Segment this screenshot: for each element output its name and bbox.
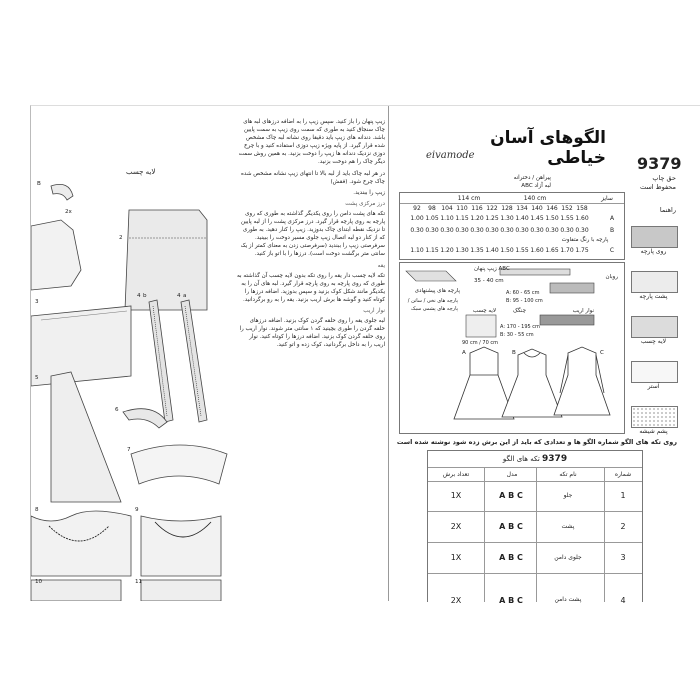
size-92: 92 <box>413 205 421 212</box>
step-4b-sub: b <box>143 293 147 299</box>
view-label-c: C <box>600 350 604 356</box>
piece-model: A B C <box>499 553 523 562</box>
size-table <box>399 192 625 260</box>
legend-label-lining: آستر <box>647 383 660 390</box>
size-table-row-c <box>410 247 624 255</box>
instruction-heading-collar: یقه <box>377 262 385 269</box>
size-122: 122 <box>486 205 498 212</box>
row-c-value: 1.75 <box>575 247 589 254</box>
row-c-value: 1.40 <box>485 247 499 254</box>
width-label-140: 140 cm <box>523 195 547 202</box>
row-a-value: 1.15 <box>455 215 469 222</box>
piece-model: A B C <box>499 596 523 605</box>
row-b-label: B <box>609 227 615 234</box>
page-title: الگوهای آسان خیاطی <box>490 128 606 168</box>
garment-line-2: لبه آزاد ABC <box>521 183 551 189</box>
fabric-swatch-icon <box>406 271 456 281</box>
row-a-value: 1.50 <box>545 215 559 222</box>
legend-swatch-wadding <box>631 406 678 428</box>
size-128: 128 <box>501 205 513 212</box>
diagram-b-label: B <box>37 181 41 187</box>
collar-step-7 <box>131 445 227 484</box>
dress-b-drawing <box>502 349 562 417</box>
step-number-2: 2 <box>119 235 123 241</box>
size-116: 116 <box>471 205 483 212</box>
instruction-collar: تکه لایه چسب دار یقه را روی تکه بدون لایه چسب آن گذاشته به طوری که روی پارچه به روی پارچه قرار گیرد. لبه های آن را به یکدیگر مانند شکل کوک بزنید و سپس بدوزید. اضافه درزها را کوتاه کنید و گوشه ها برش اریب بزنید. یقه را به رو برگردانید. <box>237 272 385 303</box>
pieces-table-title <box>428 454 642 464</box>
pattern-number: 9379 <box>637 154 682 173</box>
row-c-label: C <box>609 247 615 254</box>
garment-line-1: پیراهن / دخترانه <box>513 175 551 181</box>
piece-name: پشت دامن <box>554 596 582 603</box>
col-header-name: نام تکه <box>559 471 577 478</box>
interfacing-icon <box>466 315 496 337</box>
view-label-b: B <box>512 350 516 356</box>
neckline-step-9 <box>141 516 221 576</box>
pieces-table-number: 9379 <box>542 454 568 464</box>
zipper-diagram-4b <box>181 300 207 422</box>
row-a-value: 1.30 <box>500 215 514 222</box>
zipper-length: 35 - 40 cm <box>474 278 504 284</box>
step-4a-sub: a <box>183 293 187 299</box>
interfacing-label: لایه چسب <box>472 308 496 314</box>
table-row <box>428 543 642 574</box>
row-a-value: 1.60 <box>575 215 589 222</box>
instruction-bias: لبه جلوی یقه را روی حلقه گردن کوک بزنید. اضافه درزهای حلقه گردن را طوری بچینید که ۱ سانتی متر شوند. نوار اریب را روی حلقه گردن کوک بزنید. اضافه درزها را کوتاه کنید. نوار اریب را به داخل برگردانید، کوک زده و اتو کنید. <box>239 318 385 349</box>
row-c-value: 1.50 <box>500 247 514 254</box>
step-number-9: 9 <box>135 507 139 513</box>
size-table-note: پارچه با رنگ متفاوت <box>561 237 609 243</box>
bias-tape-icon <box>540 315 594 325</box>
piece-name: جلوی دامن <box>554 554 582 561</box>
row-b-value: 0.30 <box>545 227 559 234</box>
size-134: 134 <box>516 205 528 212</box>
row-c-value: 1.30 <box>455 247 469 254</box>
legend-label-wadding: پشم شیشه <box>639 428 668 435</box>
copyright-line-2: محفوظ است <box>639 183 676 191</box>
col-header-count: تعداد برش <box>442 471 470 478</box>
piece-model: A B C <box>499 522 523 531</box>
row-a-value: 1.05 <box>425 215 439 222</box>
materials-panel <box>399 262 625 434</box>
col-header-number: شماره <box>614 471 632 478</box>
ribbon-b: B: 95 - 100 cm <box>506 298 543 304</box>
instruction-zipper-mark: در هر لبه چاک باید از لبه بالا تا انتهای زیپ نشانه مشخص شده چاک چرخ شود. (فقش) <box>240 170 385 185</box>
column-divider <box>388 106 389 601</box>
instruction-heading-bias: نوار اریب <box>363 307 385 314</box>
size-row <box>410 205 590 213</box>
bodice-step-2-left <box>31 220 81 290</box>
row-b-value: 0.30 <box>575 227 589 234</box>
step-number-5: 5 <box>35 375 39 381</box>
row-b-value: 0.30 <box>500 227 514 234</box>
brand-logo: eivamode <box>426 150 475 161</box>
step-number-10: 10 <box>35 579 43 585</box>
copyright-line-1: حق چاپ <box>652 174 676 182</box>
piece-count: 1X <box>450 491 462 500</box>
size-110: 110 <box>456 205 468 212</box>
size-table-header: سایز <box>601 195 613 202</box>
legend-swatch-lining <box>631 361 678 383</box>
size-table-row-b <box>410 227 624 235</box>
ribbon-a: A: 60 - 65 cm <box>506 290 540 296</box>
piece-number: 2 <box>620 522 626 531</box>
row-c-value: 1.20 <box>440 247 454 254</box>
instruction-zipper: زیپ پنهان را باز کنید. سپس زیپ را به اضافه درزهای لبه های چاک سنجاق کنید به طوری که سمت روی زیپ به سمت پایین باشد. دندانه های زیپ باید دقیقا روی نشانه لبه چاک مشخص شده قرار گیرد. از پایه ویژه زیپ دوزی استفاده کنید و با چرخ دوزی نزدیک دندانه ها زیپ را دوخت بزنید. به همین روش سمت دیگر چاک را هم دوخت بزنید. <box>238 119 385 166</box>
row-a-value: 1.55 <box>560 215 574 222</box>
guide-label: راهنما <box>659 206 676 214</box>
pieces-table-caption: تکه های الگو <box>502 455 540 463</box>
size-146: 146 <box>546 205 558 212</box>
diagram-column <box>31 106 231 601</box>
view-label-a: A <box>462 350 466 356</box>
col-header-model: مدل <box>506 471 518 478</box>
pattern-instruction-sheet <box>30 105 700 605</box>
row-c-value: 1.15 <box>425 247 439 254</box>
legend-swatch-face <box>631 226 678 248</box>
piece-number: 3 <box>620 553 626 562</box>
legend-swatch-back <box>631 271 678 293</box>
zipper-diagram-4a <box>149 300 173 422</box>
skirt-back-step-5 <box>51 372 121 502</box>
piece-number: 1 <box>620 491 626 500</box>
neckline-step-8 <box>31 511 131 576</box>
zipper-icon <box>500 269 570 275</box>
piece-name: جلو <box>563 492 573 499</box>
row-b-value: 0.30 <box>560 227 574 234</box>
piece-name: پشت <box>561 523 575 530</box>
size-table-row-a <box>410 215 624 223</box>
legend-label-interfacing: لایه چسب <box>640 338 667 345</box>
step-number-3: 3 <box>35 299 39 305</box>
suggested-fabrics-title: پارچه های پیشنهادی <box>414 288 460 294</box>
pieces-intro: روی تکه های الگو شماره الگو ها و تعدادی که باید از این برش زده شود نوشته شده است <box>396 438 677 446</box>
ribbon-label: روبان <box>605 274 618 280</box>
instruction-zipper-close: زیپ را ببندید. <box>353 189 385 196</box>
step-11-shape <box>141 580 221 601</box>
width-label-114: 114 cm <box>457 195 481 202</box>
bias-tape-a: A: 170 - 195 cm <box>500 324 540 330</box>
hook-label: چنگک <box>512 308 526 314</box>
suggested-fabrics-list: پارچه های نخی / ساتن / پارچه های پشمی سبک <box>407 298 458 313</box>
row-b-value: 0.30 <box>530 227 544 234</box>
row-a-value: 1.45 <box>530 215 544 222</box>
size-152: 152 <box>561 205 573 212</box>
row-b-value: 0.30 <box>455 227 469 234</box>
step-number-11: 11 <box>135 579 143 585</box>
diagram-lining-label: لایه چسب <box>126 168 156 176</box>
row-a-value: 1.00 <box>410 215 424 222</box>
row-c-value: 1.65 <box>545 247 559 254</box>
size-104: 104 <box>441 205 453 212</box>
step-10-shape <box>31 580 121 601</box>
step-number-7: 7 <box>127 447 131 453</box>
zipper-label: زیپ پنهان ABC <box>474 266 510 272</box>
legend-label-face: روی پارچه <box>640 248 667 255</box>
piece-number: 4 <box>620 596 626 605</box>
row-b-value: 0.30 <box>410 227 424 234</box>
piece-count: 1X <box>450 553 462 562</box>
row-c-value: 1.70 <box>560 247 574 254</box>
row-b-value: 0.30 <box>470 227 484 234</box>
row-c-value: 1.35 <box>470 247 484 254</box>
collar-step-6 <box>123 409 167 428</box>
collar-lining-shape <box>51 184 73 200</box>
bias-tape-label: نوار اریب <box>572 308 594 314</box>
table-row <box>428 512 642 543</box>
table-row <box>428 574 642 605</box>
row-a-value: 1.25 <box>485 215 499 222</box>
row-b-value: 0.30 <box>485 227 499 234</box>
row-b-value: 0.30 <box>425 227 439 234</box>
size-140: 140 <box>531 205 543 212</box>
row-a-value: 1.40 <box>515 215 529 222</box>
pieces-table <box>427 450 643 605</box>
row-a-value: 1.10 <box>440 215 454 222</box>
legend-label-back: پشت پارچه <box>639 293 668 300</box>
row-a-value: 1.20 <box>470 215 484 222</box>
instruction-heading-back-seam: درز مرکزی پشت <box>345 200 385 207</box>
piece-model: A B C <box>499 491 523 500</box>
size-98: 98 <box>428 205 436 212</box>
piece-count: 2X <box>450 522 462 531</box>
instructions-column <box>237 118 385 598</box>
step-number-6: 6 <box>115 407 119 413</box>
interfacing-length: 90 cm / 70 cm <box>462 340 499 346</box>
row-b-value: 0.30 <box>515 227 529 234</box>
size-158: 158 <box>576 205 588 212</box>
piece-count: 2X <box>450 596 462 605</box>
instruction-back-seam: تکه های پشت دامن را روی یکدیگر گذاشته به طوری که روی پارچه به روی پارچه قرار گیرد. درز مرکزی پشت را از لبه پایین تا نزدیک نقطه ابتدای چاک بدوزید. زیپ را کنار دهید. به طوری که از کنار دو لبه اتصال زیپ جلوی مسیر دوخت را ببینید. سرفرصتی زیپ را ببندید (سرفرصتی زدن به معنای کمتر از یک سانتی متر برگشت دوخت است). درزها را با اتو باز کنید. <box>240 210 385 258</box>
table-row <box>428 481 642 512</box>
legend-swatch-interfacing <box>631 316 678 338</box>
bias-tape-b: B: 30 - 55 cm <box>500 332 534 338</box>
row-c-value: 1.10 <box>410 247 424 254</box>
row-c-value: 1.55 <box>515 247 529 254</box>
row-b-value: 0.30 <box>440 227 454 234</box>
step-number-8: 8 <box>35 507 39 513</box>
step-number-4a: 4 <box>177 293 181 299</box>
ribbon-icon <box>550 283 594 293</box>
diagram-count-label: 2x <box>65 209 72 215</box>
row-c-value: 1.60 <box>530 247 544 254</box>
step-number-4b: 4 <box>137 293 141 299</box>
sewing-diagrams <box>31 106 231 601</box>
row-a-label: A <box>609 215 615 222</box>
skirt-step-3 <box>31 306 131 386</box>
